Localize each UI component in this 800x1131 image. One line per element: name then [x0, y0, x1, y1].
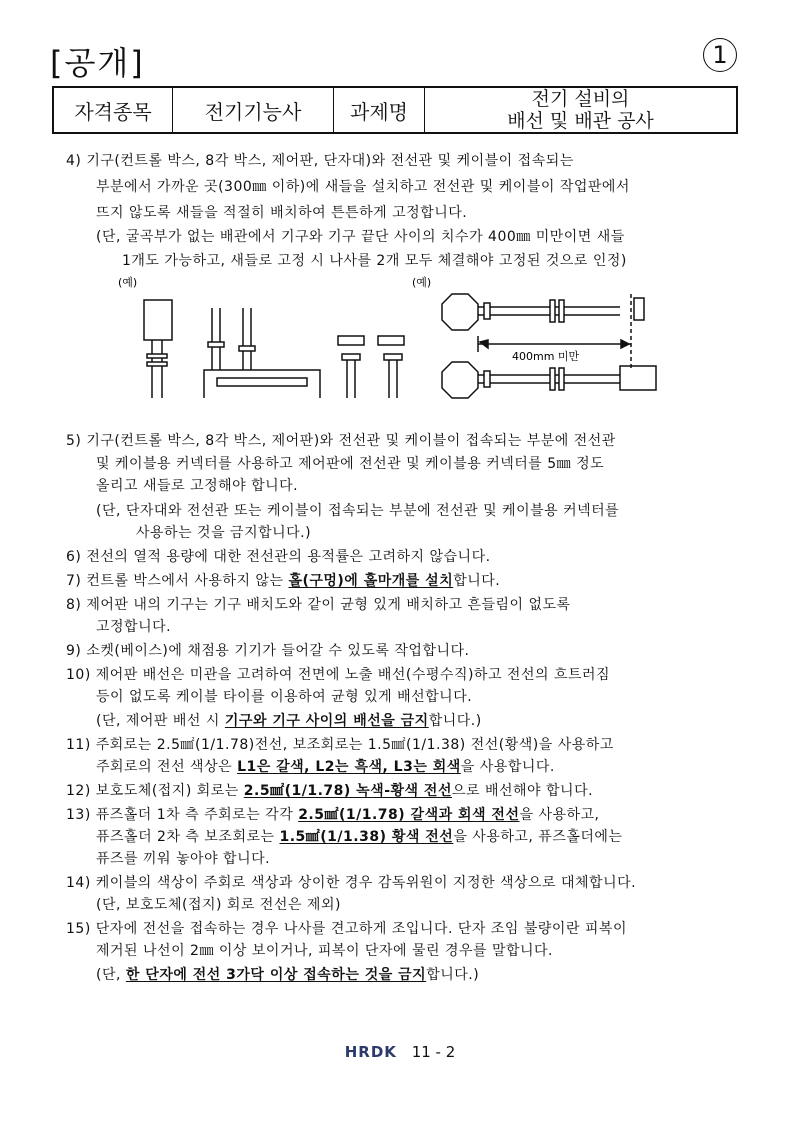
- item-5-note-1: (단, 단자대와 전선관 또는 케이블이 접속되는 부분에 전선관 및 케이블용 커넥터를: [96, 503, 620, 519]
- item-11-line-1: 11) 주회로는 2.5㎟(1/1.78)전선, 보조회로는 1.5㎟(1/1.38) 전선(황색)을 사용하고: [66, 737, 614, 753]
- item-4-note-2: 1개도 가능하고, 새들로 고정 시 나사를 2개 모두 체결해야 고정된 것으로 인정): [122, 253, 627, 269]
- hrdk-logo: HRDK: [344, 1043, 397, 1061]
- panel-connector-icon: [204, 308, 320, 398]
- example-label-2: (예): [412, 276, 432, 289]
- item-12: 12) 보호도체(접지) 회로는 2.5㎟(1/1.78) 녹색-황색 전선으로 배선해야 합니다.: [66, 783, 594, 799]
- item-5-line-3: 올리고 새들로 고정해야 합니다.: [96, 478, 299, 494]
- item-15-note: (단, 한 단자에 전선 3가닥 이상 접속하는 것을 금지합니다.): [96, 967, 480, 983]
- item-9: 9) 소켓(베이스)에 채점용 기기가 들어갈 수 있도록 작업합니다.: [66, 643, 470, 659]
- item-7-emphasis: 홀(구멍)에 홀마개를 설치: [288, 573, 454, 589]
- item-4-note-1: (단, 굴곡부가 없는 배관에서 기구와 기구 끝단 사이의 치수가 400㎜ 미만이면 새들: [96, 229, 625, 245]
- item-13-line-3: 퓨즈를 끼워 놓아야 합니다.: [96, 851, 271, 867]
- item-4-line-1: 4) 기구(컨트롤 박스, 8각 박스, 제어판, 단자대)와 전선관 및 케이블이 접속되는: [66, 153, 574, 169]
- item-12-emphasis: 2.5㎟(1/1.78) 녹색-황색 전선: [243, 783, 452, 799]
- label-task-name: 과제명: [334, 87, 425, 133]
- terminal-block-icon: [338, 336, 404, 398]
- value-task-name: [425, 87, 738, 133]
- item-10-note: (단, 제어판 배선 시 기구와 기구 사이의 배선을 금지합니다.): [96, 713, 482, 729]
- item-10-line-2: 등이 없도록 케이블 타이를 이용하여 균형 있게 배선합니다.: [96, 689, 473, 705]
- item-8-line-1: 8) 제어판 내의 기구는 기구 배치도와 같이 균형 있게 배치하고 흔들림이 없도록: [66, 597, 571, 613]
- control-box-icon: [144, 300, 172, 398]
- item-13-line-2: 퓨즈홀더 2차 측 보조회로는 1.5㎟(1/1.38) 황색 전선을 사용하고, 퓨즈홀더에는: [96, 829, 623, 845]
- item-7: 7) 컨트롤 박스에서 사용하지 않는 홀(구멍)에 홀마개를 설치합니다.: [66, 573, 501, 589]
- saddle-example-figure: [100, 270, 660, 405]
- label-qualification: 자격종목: [53, 87, 173, 133]
- value-qualification: 전기기능사: [173, 87, 334, 133]
- item-4-line-2: 부분에서 가까운 곳(300㎜ 이하)에 새들을 설치하고 전선관 및 케이블이 작업판에서: [96, 179, 630, 195]
- example-label-1: (예): [118, 276, 138, 289]
- item-11-line-2: 주회로의 전선 색상은 L1은 갈색, L2는 흑색, L3는 회색을 사용합니다.: [96, 759, 555, 775]
- item-8-line-2: 고정합니다.: [96, 619, 172, 635]
- page-number: 11 - 2: [411, 1043, 456, 1061]
- item-11-emphasis: L1은 갈색, L2는 흑색, L3는 회색: [237, 759, 461, 775]
- item-5-line-1: 5) 기구(컨트롤 박스, 8각 박스, 제어판)와 전선관 및 케이블이 접속되는 부분에 전선관: [66, 433, 616, 449]
- subject-line-1: 전기 설비의: [531, 88, 630, 110]
- item-15-line-1: 15) 단자에 전선을 접속하는 경우 나사를 견고하게 조입니다. 단자 조임 불량이란 피복이: [66, 921, 627, 937]
- item-10-emphasis: 기구와 기구 사이의 배선을 금지: [224, 713, 429, 729]
- subject-line-2: 배선 및 배관 공사: [507, 110, 654, 132]
- dimension-label: 400mm 미만: [512, 350, 580, 363]
- item-13-emphasis-2: 1.5㎟(1/1.38) 황색 전선: [279, 829, 454, 845]
- item-5-line-2: 및 케이블용 커넥터를 사용하고 제어판에 전선관 및 케이블용 커넥터를 5㎜ 정도: [96, 456, 605, 472]
- item-14-note: (단, 보호도체(접지) 회로 전선은 제외): [96, 897, 341, 913]
- item-13-line-1: 13) 퓨즈홀더 1차 측 주회로는 각각 2.5㎟(1/1.78) 갈색과 회색 전선을 사용하고,: [66, 807, 600, 823]
- header-table: [52, 86, 738, 134]
- octagon-box-conduit-icon: [442, 294, 656, 398]
- page-marker: 1: [703, 38, 737, 72]
- item-14-line-1: 14) 케이블의 색상이 주회로 색상과 상이한 경우 감독위원이 지정한 색상으로 대체합니다.: [66, 875, 637, 891]
- page-title: [공개]: [50, 44, 145, 82]
- item-13-emphasis-1: 2.5㎟(1/1.78) 갈색과 회색 전선: [298, 807, 520, 823]
- item-15-line-2: 제거된 나선이 2㎜ 이상 보이거나, 피복이 단자에 물린 경우를 말합니다.: [96, 943, 554, 959]
- item-5-note-2: 사용하는 것을 금지합니다.): [136, 525, 312, 541]
- item-4-line-3: 뜨지 않도록 새들을 적절히 배치하여 튼튼하게 고정합니다.: [96, 205, 468, 221]
- item-10-line-1: 10) 제어판 배선은 미관을 고려하여 전면에 노출 배선(수평수직)하고 전선의 흐트러짐: [66, 667, 611, 683]
- item-15-emphasis: 한 단자에 전선 3가닥 이상 접속하는 것을 금지: [125, 967, 427, 983]
- page-footer: [0, 1043, 800, 1061]
- item-6: 6) 전선의 열적 용량에 대한 전선관의 용적률은 고려하지 않습니다.: [66, 549, 491, 565]
